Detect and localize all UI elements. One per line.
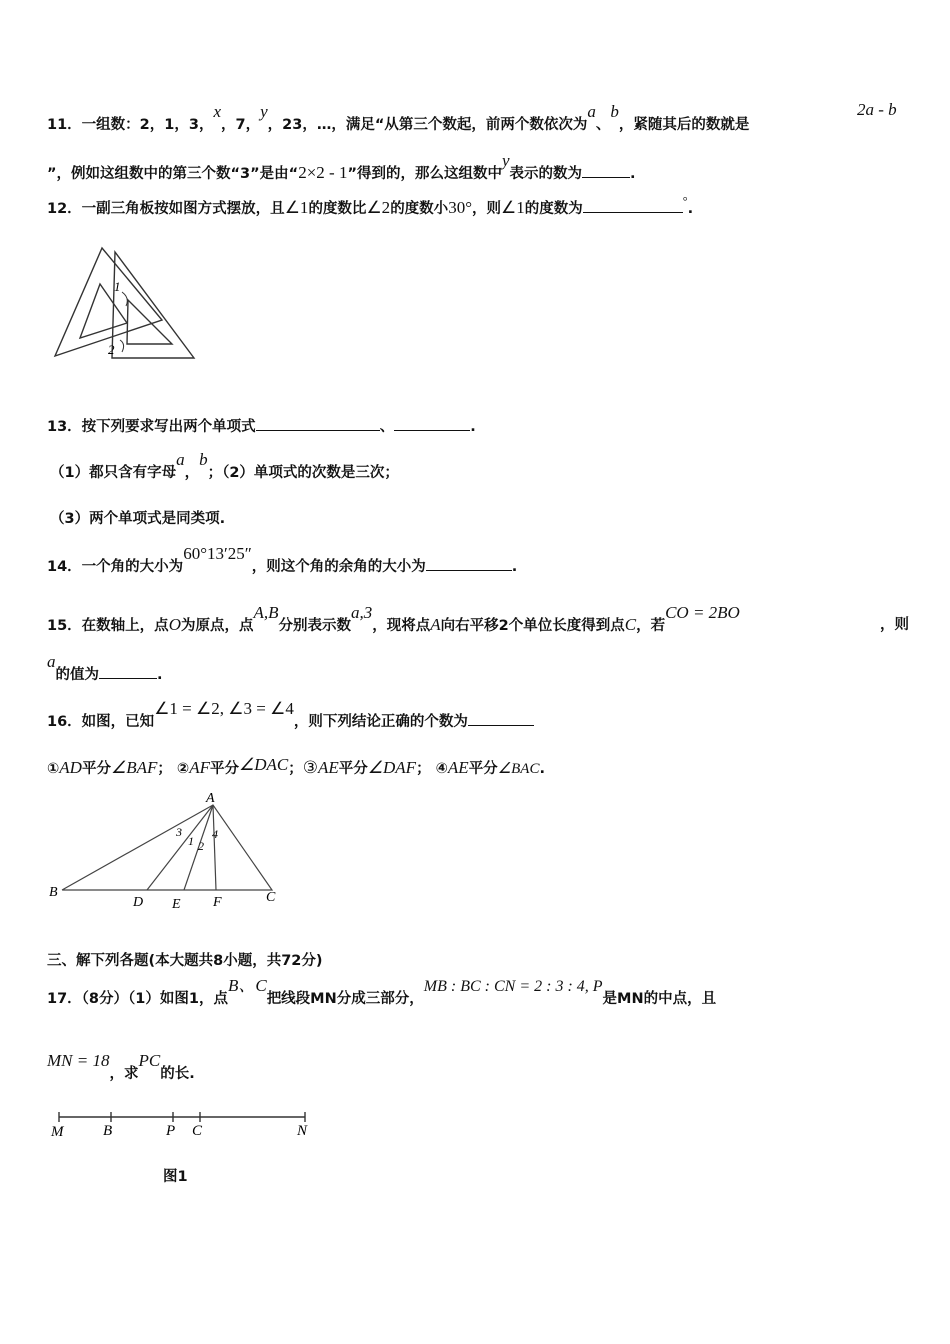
q12-angle1-arc bbox=[122, 292, 127, 306]
q16-line1: 16．如图，已知∠1 = ∠2, ∠3 = ∠4，则下列结论正确的个数为 bbox=[47, 711, 534, 732]
q17-pc: PC bbox=[138, 1051, 161, 1070]
q17-mn: MN = 18 bbox=[47, 1051, 110, 1070]
section3-title: 三、解下列各题(本大题共8小题，共72分) bbox=[47, 953, 323, 969]
q13-condition-3: （3）两个单项式是同类项. bbox=[50, 511, 226, 527]
q17-label-P: P bbox=[166, 1123, 176, 1139]
q17-label-B: B bbox=[103, 1123, 113, 1139]
q12-right-triangle-inner bbox=[127, 300, 172, 344]
q17-label-C: C bbox=[192, 1123, 203, 1139]
q12-label-2: 2 bbox=[108, 342, 115, 357]
q16-label-2: 2 bbox=[198, 839, 204, 853]
q12-angle1b: ∠1 bbox=[501, 198, 525, 217]
q17-figure-segment bbox=[45, 1105, 325, 1145]
q16-label-4: 4 bbox=[212, 827, 218, 841]
q17-points-BC: B、C bbox=[227, 976, 267, 995]
q11-formula: 2a - b bbox=[857, 100, 897, 119]
q12-line: 12．一副三角板按如图方式摆放，且∠1的度数比∠2的度数小30°，则∠1的度数为 °. bbox=[47, 194, 694, 217]
q15-point-O: O bbox=[168, 615, 181, 634]
q15-ze: ，则 bbox=[880, 617, 909, 633]
q12-label-1: 1 bbox=[114, 279, 121, 294]
q16-label-3: 3 bbox=[176, 825, 182, 839]
q14-angle: 60°13′25″ bbox=[183, 544, 252, 563]
q14-line: 14．一个角的大小为60°13′25″，则这个角的余角的大小为 . bbox=[47, 544, 518, 575]
q16-options: ①AD平分∠BAF； ②AF平分∠DAC；③AE平分∠DAF； ④AE平分∠BAC. bbox=[47, 755, 545, 777]
q12-answer-blank[interactable] bbox=[583, 198, 683, 213]
q13-var-a: a bbox=[176, 450, 185, 469]
q12-deg30: 30° bbox=[448, 198, 472, 217]
q12-angle1: ∠1 bbox=[284, 198, 309, 217]
q12-angle2-arc bbox=[120, 340, 124, 352]
q11-text-b: ，23，…，满足“从第三个数起，前两个数依次为 bbox=[267, 117, 588, 133]
q12-figure-set-squares bbox=[50, 240, 210, 365]
q11-dun: 、 bbox=[595, 117, 611, 133]
q15-line2: a的值为 . bbox=[47, 652, 163, 683]
q16-figure-triangle bbox=[40, 788, 300, 913]
q11-text-e: ”得到的，那么这组数中 bbox=[347, 166, 502, 182]
q14-answer-blank[interactable] bbox=[426, 556, 512, 571]
q16-condition: ∠1 = ∠2, ∠3 = ∠4 bbox=[154, 699, 294, 718]
q17-figure-caption: 图1 bbox=[163, 1169, 188, 1185]
q13-condition-1: （1）都只含有字母a，b；（2）单项式的次数是三次； bbox=[50, 450, 399, 481]
q16-label-B: B bbox=[49, 885, 58, 900]
q11-var-a: a bbox=[587, 102, 596, 121]
q15-condition: CO = 2BO bbox=[665, 603, 740, 622]
q11-expr: 2×2 - 1 bbox=[298, 163, 348, 182]
q15-values: a,3 bbox=[351, 603, 373, 622]
q15-points-AB: A,B bbox=[253, 603, 279, 622]
q16-answer-blank[interactable] bbox=[468, 711, 534, 726]
q17-label-N: N bbox=[297, 1123, 308, 1139]
q13-blank-1[interactable] bbox=[256, 416, 380, 431]
q11-text-d: ”，例如这组数中的第三个数“3”是由“ bbox=[47, 166, 299, 182]
q13-var-b: b bbox=[199, 450, 208, 469]
q11-text-a: 11．一组数：2，1，3， bbox=[47, 117, 214, 133]
q16-label-F: F bbox=[213, 895, 222, 910]
q11-answer-blank[interactable] bbox=[582, 163, 630, 178]
q12-right-triangle bbox=[112, 252, 194, 358]
q16-label-C: C bbox=[266, 890, 276, 905]
q15-point-C: C bbox=[624, 615, 637, 634]
q16-label-A: A bbox=[206, 791, 215, 806]
q11-text-c: ，紧随其后的数就是 bbox=[618, 117, 750, 133]
q12-angle2: ∠2 bbox=[366, 198, 391, 217]
q15-line1: 15．在数轴上，点O为原点，点A,B分别表示数a,3，现将点A向右平移2个单位长度得到点C，若CO = 2BO bbox=[47, 603, 740, 634]
q15-var-a: a bbox=[47, 652, 56, 671]
q11-var-b: b bbox=[610, 102, 619, 121]
q11-line2: ”，例如这组数中的第三个数“3”是由“2×2 - 1”得到的，那么这组数中y表示的数为 . bbox=[47, 151, 636, 182]
q12-left-triangle bbox=[55, 248, 162, 356]
q16-label-E: E bbox=[172, 897, 181, 912]
q11-var-y2: y bbox=[502, 151, 510, 170]
q15-point-A: A bbox=[430, 615, 441, 634]
q17-ratio: MB : BC : CN = 2 : 3 : 4, P bbox=[423, 978, 603, 995]
q11-text-f: 表示的数为 bbox=[509, 166, 583, 182]
q15-answer-blank[interactable] bbox=[99, 664, 157, 679]
q17-line1: 17．（8分）（1）如图1，点B、C把线段MN分成三部分，MB : BC : CN = 2 : 3 : 4, P是MN的中点，且 bbox=[47, 976, 717, 1007]
q12-degree-sign: ° bbox=[682, 194, 688, 208]
q17-line2: MN = 18，求PC的长. bbox=[47, 1051, 195, 1082]
q16-triangle-outline bbox=[62, 805, 272, 890]
q11-var-y: y bbox=[260, 102, 268, 121]
q16-label-D: D bbox=[133, 895, 144, 910]
q13-blank-2[interactable] bbox=[394, 416, 470, 431]
q13-title: 13．按下列要求写出两个单项式 、 . bbox=[47, 416, 476, 437]
q16-line-AF bbox=[213, 805, 216, 890]
q11-line1 bbox=[47, 102, 750, 135]
q11-var-x: x bbox=[213, 102, 221, 121]
q17-label-M: M bbox=[51, 1124, 64, 1140]
q11-text-sep: ，7， bbox=[221, 117, 261, 133]
q16-label-1: 1 bbox=[188, 834, 194, 848]
